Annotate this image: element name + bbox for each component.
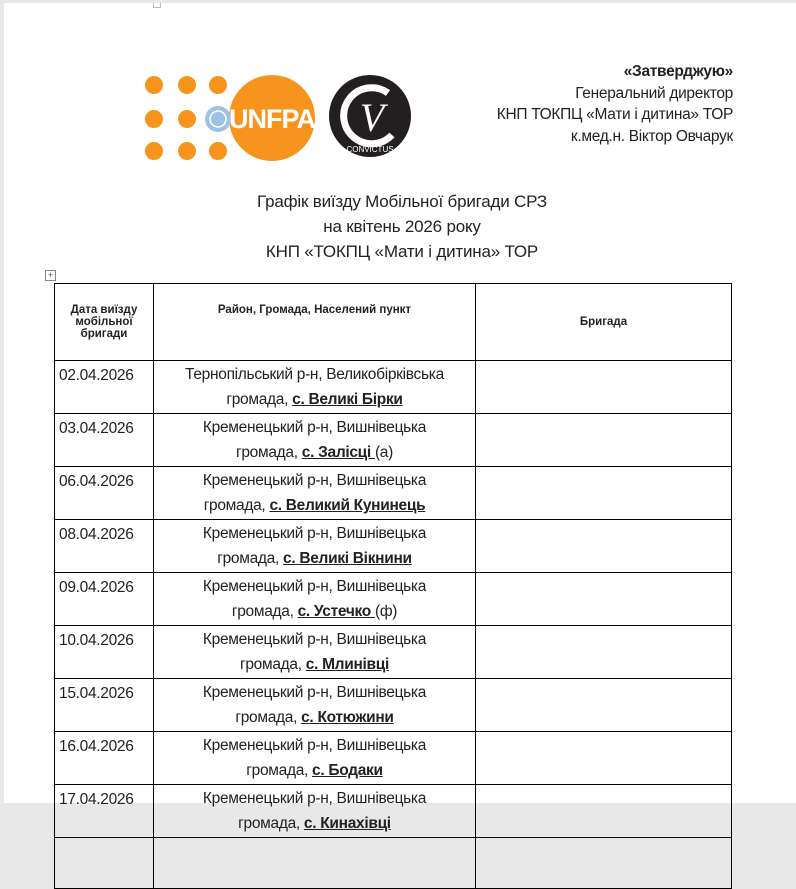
community-prefix: громада, [246,762,313,779]
cell-location [154,838,476,889]
location-district: Кременецький р-н, Вишнівецька [202,525,427,542]
cell-brigade[interactable] [476,679,732,732]
location-district: Кременецький р-н, Вишнівецька [202,790,427,807]
header-brigade: Бригада [476,284,732,361]
settlement-name: с. Млинівці [305,656,389,673]
cell-location [154,785,476,838]
community-prefix: громада, [226,391,293,408]
community-prefix: громада, [217,550,283,567]
community-prefix: громада, [203,497,270,514]
svg-text:CONVICTUS: CONVICTUS [346,145,394,154]
settlement-name: с. Залісці [301,444,375,461]
table-row [55,626,732,679]
settlement-name: с. Устечко [297,603,375,620]
cell-location [154,626,476,679]
header-location: Район, Громада, Населений пункт [154,284,476,361]
settlement-name: с. Великі Бірки [292,391,403,408]
location-district: Кременецький р-н, Вишнівецька [202,684,427,701]
cell-brigade[interactable] [476,785,732,838]
svg-text:V: V [359,95,385,140]
cell-location [154,414,476,467]
cell-brigade[interactable] [476,520,732,573]
approval-signatory: к.мед.н. Віктор Овчарук [570,127,733,145]
table-move-handle-icon[interactable]: + [45,270,56,281]
cell-date: 10.04.2026 [55,626,154,679]
community-prefix: громада, [231,603,298,620]
location-community [154,652,475,677]
cell-brigade[interactable] [476,573,732,626]
title-line: Графік виїзду Мобільної бригади СРЗ [257,192,547,211]
location-community [154,811,475,836]
settlement-name: с. Великі Вікнини [283,550,412,567]
settlement-note: (а) [374,444,393,461]
table-row [55,732,732,785]
table-header-row [55,284,732,361]
cell-date: 15.04.2026 [55,679,154,732]
header-date: Дата виїзду мобільної бригади [55,284,154,361]
table-row [55,838,732,889]
location-district: Тернопільський р-н, Великобірківська [185,366,444,383]
table-row [55,520,732,573]
cell-date: 08.04.2026 [55,520,154,573]
cell-brigade[interactable] [476,414,732,467]
approval-heading: «Затверджую» [623,63,733,80]
cell-location [154,361,476,414]
cell-location [154,573,476,626]
location-district: Кременецький р-н, Вишнівецька [202,472,427,489]
cell-brigade[interactable] [476,838,732,889]
table-row [55,573,732,626]
location-district: Кременецький р-н, Вишнівецька [202,578,427,595]
location-community [154,493,475,518]
cell-brigade[interactable] [476,467,732,520]
table-row [55,467,732,520]
cell-brigade[interactable] [476,732,732,785]
ruler-marker [153,3,161,8]
schedule-table [54,283,732,889]
community-prefix: громада, [235,709,302,726]
cell-brigade[interactable] [476,626,732,679]
location-community [154,758,475,783]
location-district: Кременецький р-н, Вишнівецька [202,419,427,436]
cell-date: 03.04.2026 [55,414,154,467]
location-community [154,599,475,624]
location-community [154,440,475,465]
table-row [55,785,732,838]
cell-date: 09.04.2026 [55,573,154,626]
settlement-name: с. Великий Кунинець [269,497,426,514]
cell-brigade[interactable] [476,361,732,414]
community-prefix: громада, [239,656,306,673]
cell-date: 06.04.2026 [55,467,154,520]
cell-location [154,679,476,732]
settlement-name: с. Бодаки [312,762,383,779]
unfpa-convictus-logo [142,73,412,163]
location-community [154,546,475,571]
cell-date: 16.04.2026 [55,732,154,785]
location-district: Кременецький р-н, Вишнівецька [202,737,427,754]
cell-location [154,520,476,573]
community-prefix: громада, [238,815,304,832]
location-community [154,705,475,730]
cell-date: 17.04.2026 [55,785,154,838]
cell-date [55,838,154,889]
cell-location [154,732,476,785]
approval-position: Генеральний директор [575,84,733,102]
cell-location [154,467,476,520]
settlement-note: (ф) [374,603,398,620]
table-row [55,361,732,414]
location-community [154,387,475,412]
community-prefix: громада, [236,444,302,461]
settlement-name: с. Котюжини [301,709,394,726]
settlement-name: с. Кинахівці [303,815,391,832]
svg-text:UNFPA: UNFPA [229,104,315,134]
approval-organization: КНП ТОКПЦ «Мати і дитина» ТОР [496,106,733,123]
table-row [55,679,732,732]
cell-date: 02.04.2026 [55,361,154,414]
location-district: Кременецький р-н, Вишнівецька [202,631,427,648]
title-line: на квітень 2026 року [323,217,481,236]
document-title [4,189,796,264]
title-line: КНП «ТОКПЦ «Мати і дитина» ТОР [265,242,539,261]
table-row [55,414,732,467]
approval-block [497,61,733,147]
